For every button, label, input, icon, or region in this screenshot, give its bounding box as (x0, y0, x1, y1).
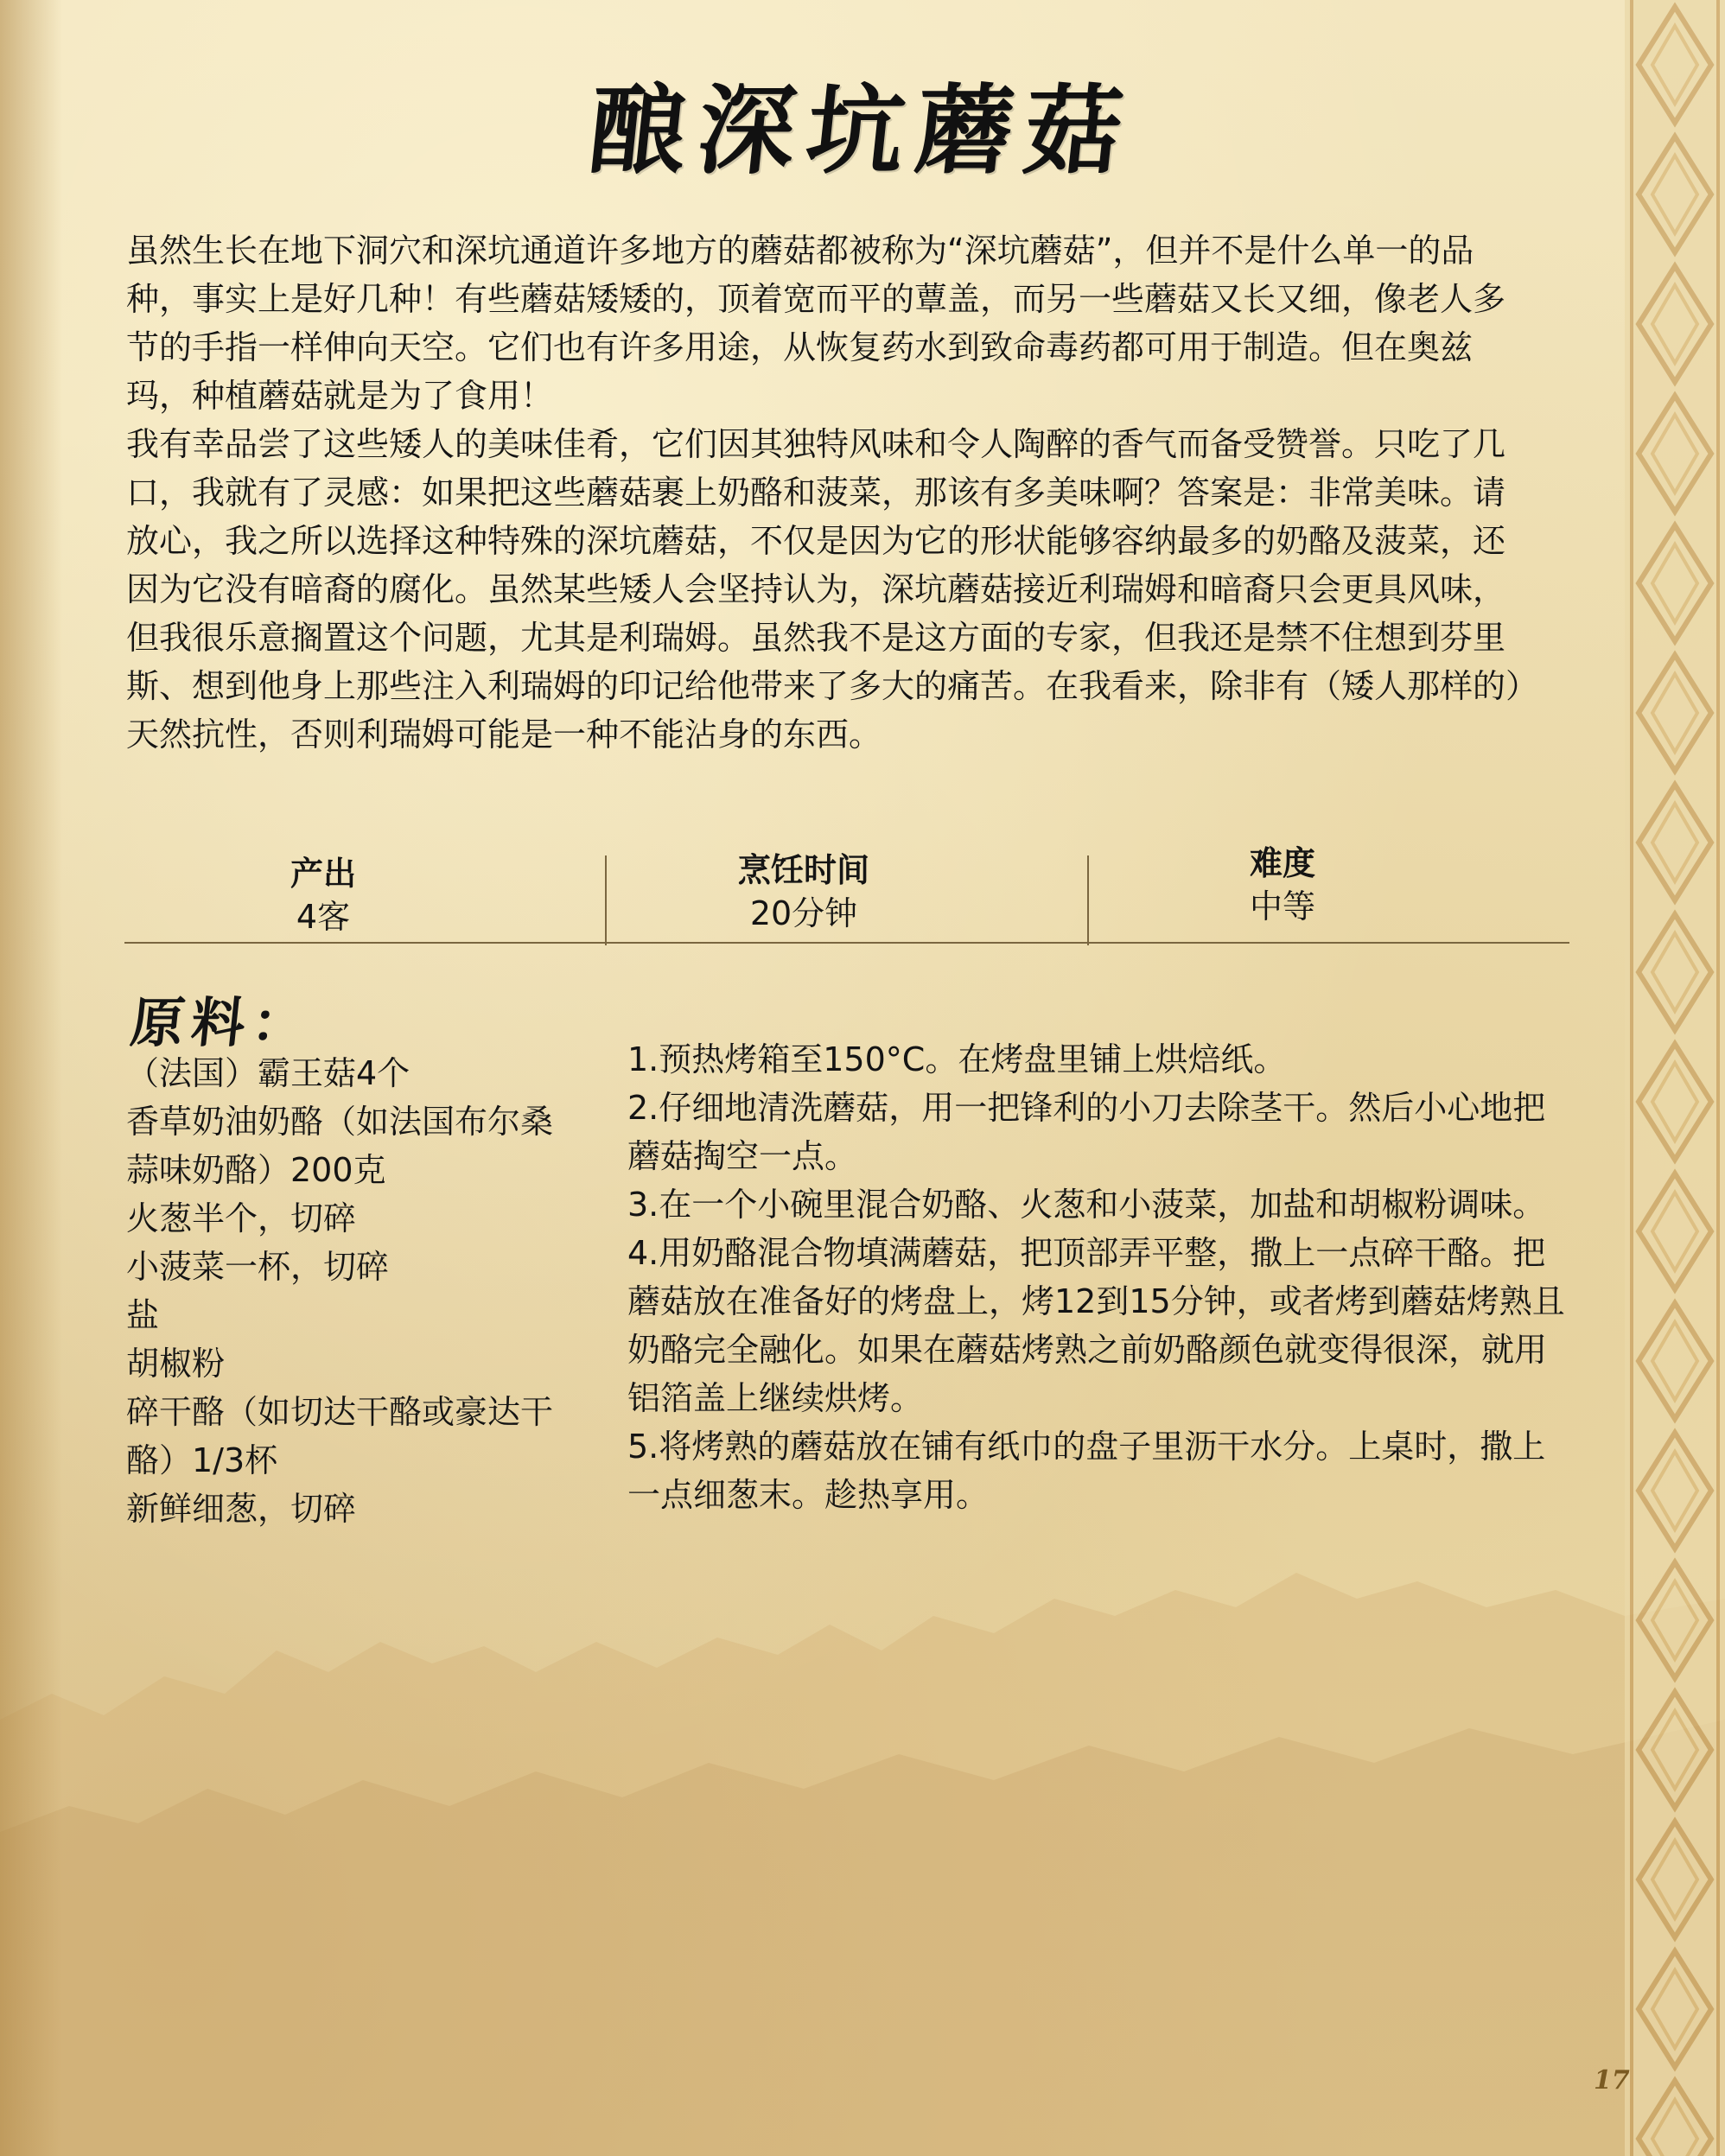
stat-cook-time (622, 849, 985, 935)
stat-label: 难度 (1249, 844, 1315, 882)
stat-label: 产出 (290, 855, 356, 893)
ingredient-item: 香草奶油奶酪（如法国布尔桑蒜味奶酪）200克 (126, 1103, 554, 1189)
page-number: 17 (1594, 2065, 1630, 2096)
stat-divider (1087, 855, 1089, 945)
ingredient-item: 新鲜细葱，切碎 (126, 1490, 357, 1528)
step-item: 1.预热烤箱至150°C。在烤盘里铺上烘焙纸。 (627, 1040, 1287, 1078)
recipe-stats (124, 844, 1569, 944)
stat-label: 烹饪时间 (737, 851, 869, 889)
ingredient-item: 火葱半个，切碎 (126, 1199, 357, 1237)
step-item: 3.在一个小碗里混合奶酪、火葱和小菠菜，加盐和胡椒粉调味。 (627, 1186, 1546, 1224)
recipe-title: 酿深坑蘑菇 (583, 74, 1140, 188)
decorative-border (1625, 0, 1725, 2156)
left-edge-shading (0, 0, 62, 2156)
ingredient-item: 碎干酪（如切达干酪或豪达干酪）1/3杯 (126, 1393, 554, 1479)
ingredients-list (126, 1049, 584, 1533)
stat-value: 中等 (1249, 887, 1315, 925)
intro-paragraph: 我有幸品尝了这些矮人的美味佳肴，它们因其独特风味和令人陶醉的香气而备受赞誉。只吃了几口，我就有了灵感：如果把这些蘑菇裹上奶酪和菠菜，那该有多美味啊？答案是：非常美味。请放心，我之所以选择这种特殊的深坑蘑菇，不仅是因为它的形状能够容纳最多的奶酪及菠菜，还因为它没有暗裔的腐化。虽然某些矮人会坚持认为，深坑蘑菇接近利瑞姆和暗裔只会更具风味，但我很乐意搁置这个问题，尤其是利瑞姆。虽然我不是这方面的专家，但我还是禁不住想到芬里斯、想到他身上那些注入利瑞姆的印记给他带来了多大的痛苦。在我看来，除非有（矮人那样的）天然抗性，否则利瑞姆可能是一种不能沾身的东西。 (126, 425, 1523, 754)
ingredient-item: 胡椒粉 (126, 1345, 226, 1383)
stat-divider (605, 855, 607, 945)
stat-value: 4客 (296, 898, 351, 936)
ingredient-item: （法国）霸王菇4个 (126, 1054, 411, 1092)
stat-difficulty (1101, 842, 1464, 928)
stat-yield (142, 852, 505, 938)
ingredients-heading: 原料： (127, 991, 316, 1054)
ingredient-item: 小菠菜一杯，切碎 (126, 1248, 390, 1286)
steps-list (627, 1035, 1569, 1519)
step-item: 4.用奶酪混合物填满蘑菇，把顶部弄平整，撒上一点碎干酪。把蘑菇放在准备好的烤盘上，烤12到15分钟，或者烤到蘑菇烤熟且奶酪完全融化。如果在蘑菇烤熟之前奶酪颜色就变得很深，就用铝箔盖上继续烘烤。 (627, 1234, 1565, 1417)
step-item: 2.仔细地清洗蘑菇，用一把锋利的小刀去除茎干。然后小心地把蘑菇掏空一点。 (627, 1089, 1546, 1175)
stats-rule (124, 942, 1569, 944)
stat-value: 20分钟 (749, 894, 858, 932)
intro-text (126, 226, 1535, 759)
intro-paragraph: 虽然生长在地下洞穴和深坑通道许多地方的蘑菇都被称为“深坑蘑菇”，但并不是什么单一的品种，事实上是好几种！有些蘑菇矮矮的，顶着宽而平的蕈盖，而另一些蘑菇又长又细，像老人多节的手指一样伸向天空。它们也有许多用途，从恢复药水到致命毒药都可用于制造。但在奥兹玛，种植蘑菇就是为了食用！ (126, 232, 1506, 415)
ingredient-item: 盐 (126, 1296, 160, 1334)
step-item: 5.将烤熟的蘑菇放在铺有纸巾的盘子里沥干水分。上桌时，撒上一点细葱末。趁热享用。 (627, 1428, 1546, 1514)
